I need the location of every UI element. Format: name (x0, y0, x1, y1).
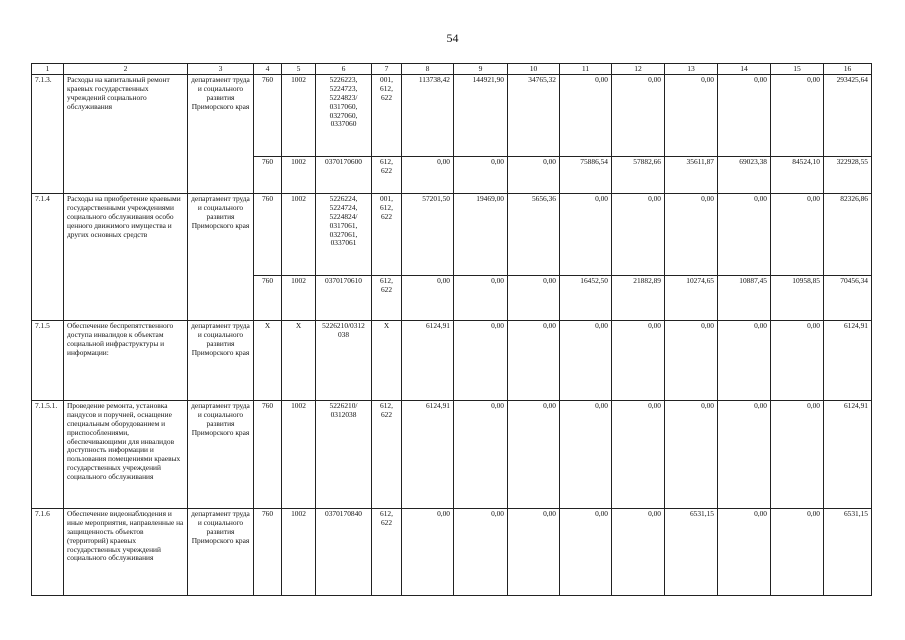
column-header-1: 1 (32, 64, 64, 75)
row-name: Расходы на приобретение краевыми государственными учреждениями социального обслуживания особо ценного движимого имущества и других основных средств (64, 194, 188, 321)
cell-col-14: 0,00 (718, 194, 771, 276)
cell-col-6: 5226223, 5224723, 5224823/ 0317060, 0327060, 0337060 (316, 75, 372, 157)
row-name: Обеспечение видеонаблюдения и иные мероприятия, направленные на защищенность объектов (территорий) краевых государственных учреждений социального обслуживания (64, 509, 188, 596)
cell-col-13: 0,00 (665, 321, 718, 401)
cell-col-10: 0,00 (508, 321, 560, 401)
cell-col-8: 0,00 (402, 276, 454, 321)
cell-col-11: 0,00 (560, 75, 612, 157)
column-header-10: 10 (508, 64, 560, 75)
column-header-8: 8 (402, 64, 454, 75)
page-number: 54 (446, 31, 459, 45)
cell-col-9: 19469,00 (454, 194, 508, 276)
cell-col-13: 6531,15 (665, 509, 718, 596)
cell-col-4: 760 (254, 194, 282, 276)
table-row (32, 75, 872, 157)
cell-col-4: 760 (254, 401, 282, 509)
cell-col-5: X (282, 321, 316, 401)
cell-col-6: 5226210/ 0312038 (316, 401, 372, 509)
cell-col-15: 0,00 (771, 509, 824, 596)
cell-col-13: 10274,65 (665, 276, 718, 321)
column-header-11: 11 (560, 64, 612, 75)
cell-col-16: 82326,86 (824, 194, 872, 276)
cell-col-9: 0,00 (454, 157, 508, 194)
column-header-15: 15 (771, 64, 824, 75)
budget-table (31, 63, 872, 596)
cell-col-10: 0,00 (508, 509, 560, 596)
cell-col-12: 57882,66 (612, 157, 665, 194)
cell-col-7: 612, 622 (372, 401, 402, 509)
cell-col-7: 612, 622 (372, 276, 402, 321)
cell-col-4: 760 (254, 157, 282, 194)
table-row (32, 321, 872, 401)
cell-col-16: 6531,15 (824, 509, 872, 596)
row-department: департамент труда и социального развития Приморского края (188, 401, 254, 509)
cell-col-7: 612, 622 (372, 509, 402, 596)
cell-col-4: 760 (254, 509, 282, 596)
cell-col-10: 0,00 (508, 157, 560, 194)
column-header-9: 9 (454, 64, 508, 75)
cell-col-5: 1002 (282, 509, 316, 596)
row-name: Проведение ремонта, установка пандусов и поручней, оснащение специальным оборудованием и приспособлениями, обеспечивающими для инвалидов доступность информации и пользования помещениями краевых государственных учреждений социального обслуживания (64, 401, 188, 509)
cell-col-16: 70456,34 (824, 276, 872, 321)
cell-col-6: 0370170840 (316, 509, 372, 596)
cell-col-15: 0,00 (771, 75, 824, 157)
cell-col-5: 1002 (282, 157, 316, 194)
cell-col-16: 6124,91 (824, 401, 872, 509)
cell-col-12: 0,00 (612, 401, 665, 509)
cell-col-15: 0,00 (771, 194, 824, 276)
cell-col-14: 0,00 (718, 401, 771, 509)
column-header-13: 13 (665, 64, 718, 75)
cell-col-14: 0,00 (718, 75, 771, 157)
cell-col-8: 6124,91 (402, 401, 454, 509)
cell-col-13: 35611,87 (665, 157, 718, 194)
cell-col-9: 144921,90 (454, 75, 508, 157)
cell-col-6: 5226210/0312 038 (316, 321, 372, 401)
row-code: 7.1.6 (32, 509, 64, 596)
cell-col-15: 10958,85 (771, 276, 824, 321)
cell-col-8: 6124,91 (402, 321, 454, 401)
cell-col-5: 1002 (282, 276, 316, 321)
cell-col-6: 5226224, 5224724, 5224824/ 0317061, 0327061, 0337061 (316, 194, 372, 276)
cell-col-7: 001, 612, 622 (372, 194, 402, 276)
cell-col-11: 0,00 (560, 509, 612, 596)
row-department: департамент труда и социального развития Приморского края (188, 194, 254, 321)
row-name: Расходы на капитальный ремонт краевых государственных учреждений социального обслуживания (64, 75, 188, 194)
row-code: 7.1.4 (32, 194, 64, 321)
column-header-2: 2 (64, 64, 188, 75)
cell-col-14: 0,00 (718, 321, 771, 401)
column-header-16: 16 (824, 64, 872, 75)
cell-col-8: 113738,42 (402, 75, 454, 157)
cell-col-7: 001, 612, 622 (372, 75, 402, 157)
cell-col-14: 10887,45 (718, 276, 771, 321)
cell-col-8: 0,00 (402, 509, 454, 596)
cell-col-13: 0,00 (665, 401, 718, 509)
column-header-12: 12 (612, 64, 665, 75)
cell-col-6: 0370170610 (316, 276, 372, 321)
cell-col-9: 0,00 (454, 276, 508, 321)
cell-col-15: 84524,10 (771, 157, 824, 194)
cell-col-14: 69023,38 (718, 157, 771, 194)
row-code: 7.1.5.1. (32, 401, 64, 509)
cell-col-12: 21882,89 (612, 276, 665, 321)
cell-col-12: 0,00 (612, 321, 665, 401)
cell-col-12: 0,00 (612, 509, 665, 596)
column-header-4: 4 (254, 64, 282, 75)
cell-col-16: 322928,55 (824, 157, 872, 194)
table-row (32, 509, 872, 596)
cell-col-9: 0,00 (454, 401, 508, 509)
cell-col-11: 16452,50 (560, 276, 612, 321)
cell-col-16: 293425,64 (824, 75, 872, 157)
cell-col-11: 0,00 (560, 194, 612, 276)
cell-col-5: 1002 (282, 401, 316, 509)
row-code: 7.1.5 (32, 321, 64, 401)
cell-col-10: 0,00 (508, 276, 560, 321)
cell-col-7: X (372, 321, 402, 401)
cell-col-12: 0,00 (612, 75, 665, 157)
cell-col-16: 6124,91 (824, 321, 872, 401)
cell-col-7: 612, 622 (372, 157, 402, 194)
column-header-14: 14 (718, 64, 771, 75)
row-department: департамент труда и социального развития Приморского края (188, 321, 254, 401)
column-header-6: 6 (316, 64, 372, 75)
cell-col-10: 0,00 (508, 401, 560, 509)
table-body (32, 75, 872, 596)
row-name: Обеспечение беспрепятственного доступа инвалидов к объектам социальной инфраструктуры и информации: (64, 321, 188, 401)
cell-col-13: 0,00 (665, 194, 718, 276)
column-header-3: 3 (188, 64, 254, 75)
cell-col-4: 760 (254, 75, 282, 157)
cell-col-15: 0,00 (771, 321, 824, 401)
cell-col-5: 1002 (282, 75, 316, 157)
cell-col-11: 75886,54 (560, 157, 612, 194)
cell-col-9: 0,00 (454, 509, 508, 596)
cell-col-12: 0,00 (612, 194, 665, 276)
cell-col-15: 0,00 (771, 401, 824, 509)
cell-col-4: X (254, 321, 282, 401)
cell-col-8: 0,00 (402, 157, 454, 194)
table-row (32, 401, 872, 509)
cell-col-14: 0,00 (718, 509, 771, 596)
cell-col-10: 5656,36 (508, 194, 560, 276)
row-code: 7.1.3. (32, 75, 64, 194)
cell-col-13: 0,00 (665, 75, 718, 157)
column-number-row (32, 64, 872, 75)
cell-col-6: 0370170600 (316, 157, 372, 194)
cell-col-9: 0,00 (454, 321, 508, 401)
cell-col-11: 0,00 (560, 401, 612, 509)
row-department: департамент труда и социального развития Приморского края (188, 75, 254, 194)
cell-col-11: 0,00 (560, 321, 612, 401)
table-row (32, 194, 872, 276)
column-header-5: 5 (282, 64, 316, 75)
cell-col-8: 57201,50 (402, 194, 454, 276)
row-department: департамент труда и социального развития Приморского края (188, 509, 254, 596)
cell-col-10: 34765,32 (508, 75, 560, 157)
cell-col-5: 1002 (282, 194, 316, 276)
column-header-7: 7 (372, 64, 402, 75)
cell-col-4: 760 (254, 276, 282, 321)
